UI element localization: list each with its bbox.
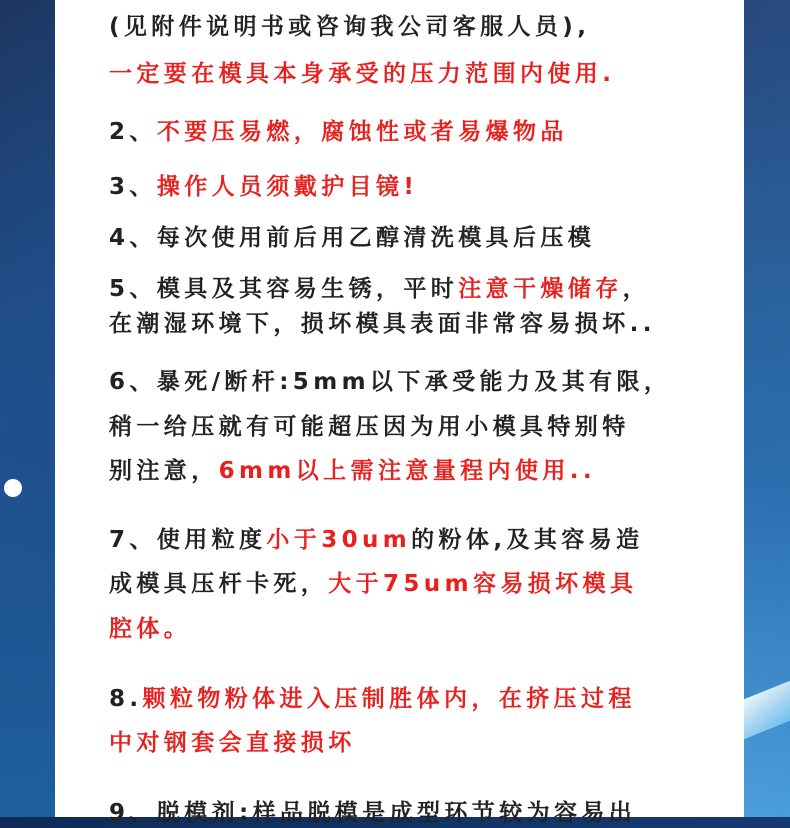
text-segment: 4、每次使用前后用乙醇清洗模具后压模 [109,225,596,251]
text-segment: 9、脱模剂:样品脱模是成型环节较为容易出 [109,800,637,826]
text-segment: 在潮湿环境下，损坏模具表面非常容易损坏.. [109,311,656,337]
text-segment-highlight: 大于75um容易损坏模具 [328,571,638,597]
item-5 [109,274,650,304]
text-segment: 一定要在模具本身承受的压力范围内使用. [109,61,616,87]
text-segment: ， [622,276,651,302]
text-segment: 7、使用粒度 [109,527,267,553]
text-segment-highlight: 操作人员须戴护目镜! [156,174,419,200]
line-1 [109,12,590,42]
text-segment-highlight: 小于30um [266,527,412,553]
item-8 [109,684,636,714]
item-number: 3、 [109,174,157,200]
text-segment-highlight: 注意干燥储存 [458,276,623,302]
item-8-continued [109,728,356,758]
text-segment: 成模具压杆卡死， [109,571,329,597]
text-segment: 腔体。 [109,616,192,642]
item-6-continued-2 [109,456,596,486]
text-segment: 稍一给压就有可能超压因为用小模具特别特 [109,414,630,440]
text-segment: (见附件说明书或咨询我公司客服人员), [109,14,591,40]
item-7-continued [109,569,637,599]
notice-panel [55,0,744,826]
background-right-decoration [744,0,790,817]
item-3 [109,172,418,202]
line-2 [109,59,615,89]
item-9 [109,798,636,828]
text-segment: 别注意， [109,458,219,484]
background-light-streak [744,681,790,740]
text-segment: 6、暴死/断杆:5mm以下承受能力及其有限， [109,369,672,395]
item-number: 8. [109,686,143,712]
item-7-continued-2 [109,614,191,644]
text-segment-highlight: 不要压易燃，腐蚀性或者易爆物品 [156,119,568,145]
decorative-dot [4,479,22,497]
item-number: 2、 [109,119,157,145]
item-4 [109,223,595,253]
text-segment-highlight: 6mm以上需注意量程内使用.. [218,458,597,484]
text-segment-highlight: 颗粒物粉体进入压制胜体内，在挤压过程 [142,686,636,712]
text-segment: 5、模具及其容易生锈，平时 [109,276,459,302]
item-6 [109,367,671,397]
item-7 [109,525,644,555]
item-6-continued [109,412,630,442]
item-2 [109,117,568,147]
text-segment: 的粉体,及其容易造 [411,527,644,553]
item-5-continued [109,309,656,339]
text-segment: 中对钢套会直接损坏 [109,730,356,756]
background-left-decoration [0,0,55,817]
